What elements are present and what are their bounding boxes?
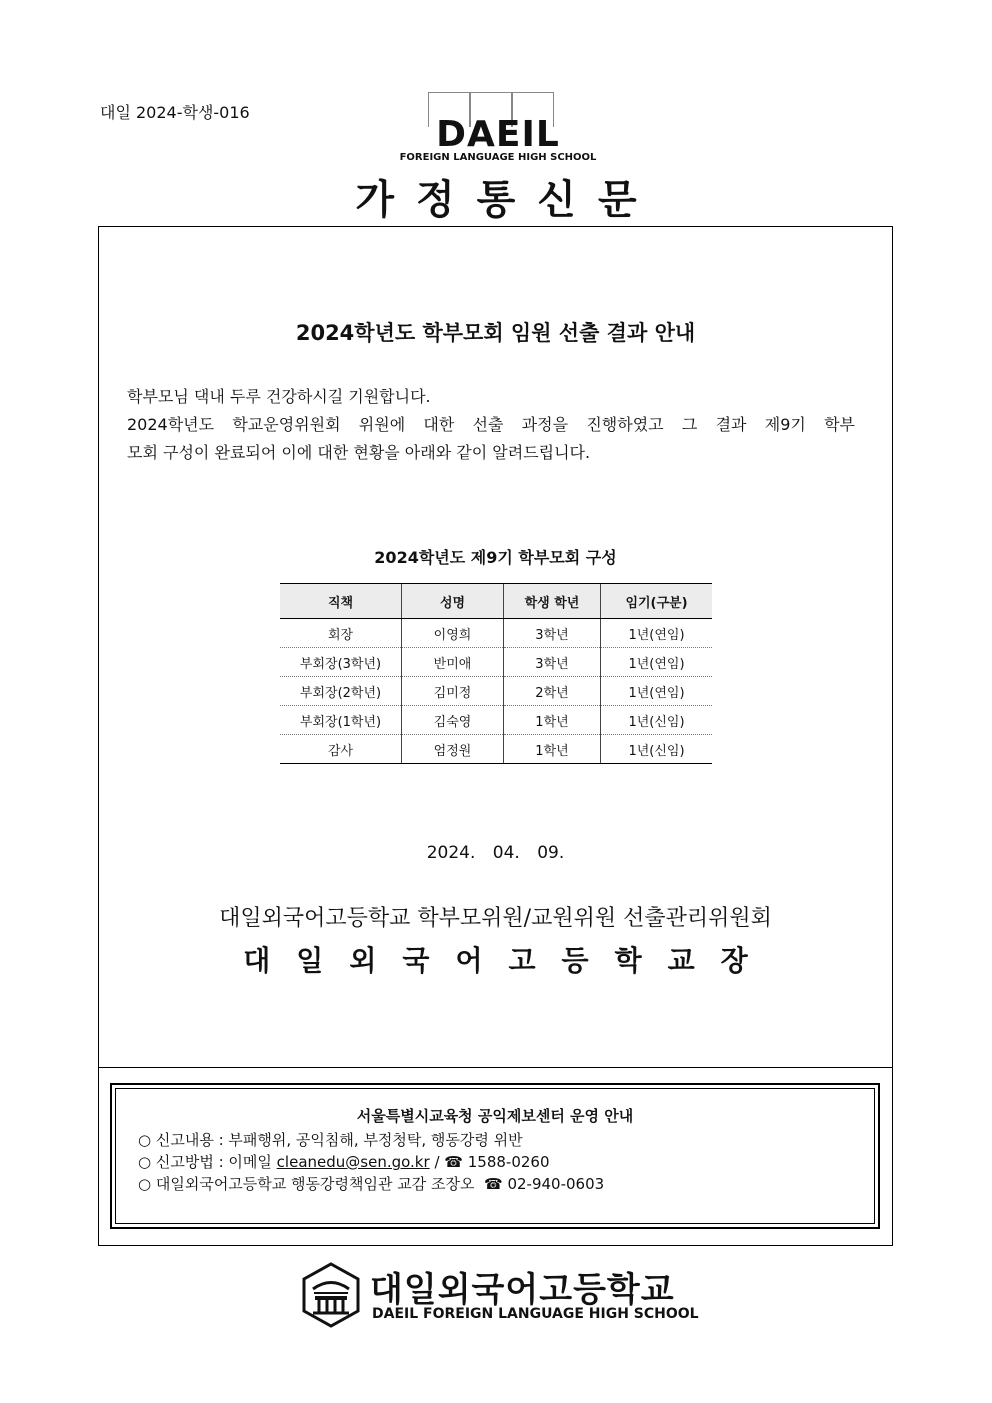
report-method-line xyxy=(138,1151,604,1173)
logo-subtitle: FOREIGN LANGUAGE HIGH SCHOOL xyxy=(399,152,597,163)
report-center-title: 서울특별시교육청 공익제보센터 운영 안내 xyxy=(356,1107,634,1125)
cell-position: 부회장(2학년) xyxy=(280,677,402,706)
report-content-line: ○ 신고내용 : 부패행위, 공익침해, 부정청탁, 행동강령 위반 xyxy=(138,1131,523,1149)
table-row xyxy=(280,619,712,648)
report-phone-number: 1588-0260 xyxy=(467,1153,550,1171)
cell-position: 회장 xyxy=(280,619,402,648)
logo-word: DAEIL xyxy=(436,114,560,155)
notice-date: 2024. 04. 09. xyxy=(426,843,565,863)
cell-name: 김미정 xyxy=(402,677,504,706)
footer-school-logo xyxy=(300,1262,700,1332)
report-method-label: ○ 신고방법 : 이메일 xyxy=(138,1153,272,1171)
header-name: 성명 xyxy=(402,584,504,619)
footer-school-name-en: DAEIL FOREIGN LANGUAGE HIGH SCHOOL xyxy=(372,1306,699,1322)
document-number: 대일 2024-학생-016 xyxy=(100,103,250,122)
header-grade: 학생 학년 xyxy=(504,584,601,619)
separator: / xyxy=(434,1153,440,1171)
roster-table-title: 2024학년도 제9기 학부모회 구성 xyxy=(374,548,617,567)
school-gate-emblem-icon xyxy=(300,1262,362,1328)
cell-name: 김숙영 xyxy=(402,706,504,735)
body-line-1: 2024학년도 학교운영위원회 위원에 대한 선출 과정을 진행하였고 그 결과 제9기 학부 xyxy=(127,415,855,434)
table-row xyxy=(280,706,712,735)
report-officer-phone: 02-940-0603 xyxy=(507,1175,605,1193)
table-header-row xyxy=(280,584,712,619)
newsletter-title: 가정통신문 xyxy=(355,177,659,223)
greeting-paragraph: 학부모님 댁내 두루 건강하시길 기원합니다. xyxy=(127,387,431,406)
cell-name: 이영희 xyxy=(402,619,504,648)
report-email-link[interactable]: cleanedu@sen.go.kr xyxy=(276,1153,430,1171)
principal-signature: 대일외국어고등학교장 xyxy=(243,944,774,977)
daeil-logo xyxy=(388,92,608,166)
table-row xyxy=(280,648,712,677)
report-center-box xyxy=(110,1083,880,1229)
cell-grade: 1학년 xyxy=(504,706,601,735)
frame-divider xyxy=(99,1067,892,1068)
roster-table xyxy=(280,583,712,764)
phone-icon: ☎ xyxy=(444,1153,463,1171)
cell-grade: 1학년 xyxy=(504,735,601,764)
footer-school-name: 대일외국어고등학교 xyxy=(370,1270,675,1310)
cell-name: 엄정원 xyxy=(402,735,504,764)
cell-term: 1년(연임) xyxy=(601,619,713,648)
phone-icon: ☎ xyxy=(484,1175,503,1193)
cell-position: 부회장(1학년) xyxy=(280,706,402,735)
report-officer-line xyxy=(138,1173,604,1195)
cell-term: 1년(신임) xyxy=(601,735,713,764)
cell-position: 감사 xyxy=(280,735,402,764)
header-position: 직책 xyxy=(280,584,402,619)
cell-grade: 3학년 xyxy=(504,619,601,648)
notice-body xyxy=(127,383,855,467)
body-line-2: 모회 구성이 완료되어 이에 대한 현황을 아래와 같이 알려드립니다. xyxy=(127,443,591,462)
committee-name: 대일외국어고등학교 학부모위원/교원위원 선출관리위원회 xyxy=(219,906,772,931)
report-officer-text: ○ 대일외국어고등학교 행동강령책임관 교감 조장오 xyxy=(138,1175,475,1193)
cell-grade: 3학년 xyxy=(504,648,601,677)
notice-title: 2024학년도 학부모회 임원 선출 결과 안내 xyxy=(295,321,696,345)
report-info-lines xyxy=(138,1129,604,1195)
notice-frame xyxy=(98,226,893,1246)
cell-term: 1년(연임) xyxy=(601,677,713,706)
cell-name: 반미애 xyxy=(402,648,504,677)
cell-term: 1년(신임) xyxy=(601,706,713,735)
table-row xyxy=(280,677,712,706)
cell-term: 1년(연임) xyxy=(601,648,713,677)
cell-grade: 2학년 xyxy=(504,677,601,706)
header-term: 임기(구분) xyxy=(601,584,713,619)
cell-position: 부회장(3학년) xyxy=(280,648,402,677)
table-row xyxy=(280,735,712,764)
